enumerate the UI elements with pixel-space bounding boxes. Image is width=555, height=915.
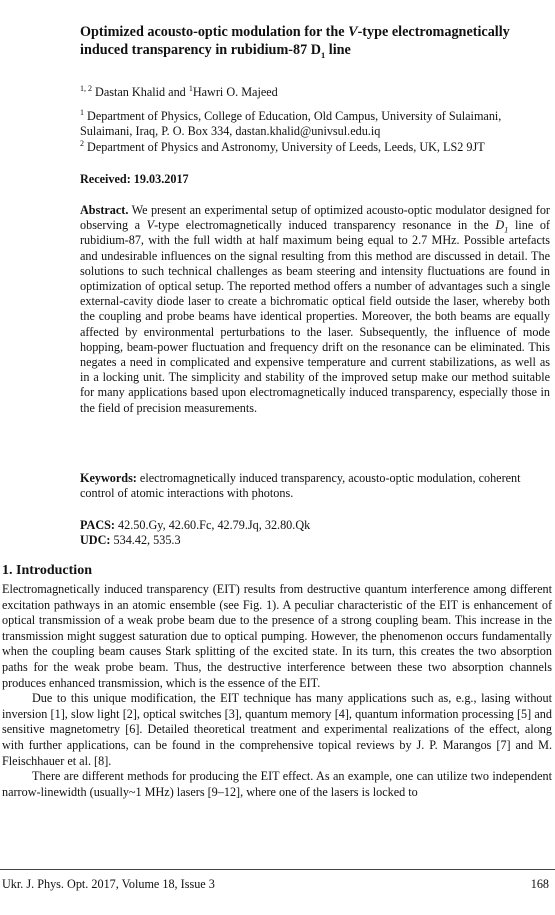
classification-codes	[80, 518, 550, 548]
paragraph-1: Electromagnetically induced transparency (EIT) results from destructive quantum interference among different excitation pathways in an atomic ensemble (see Fig. 1). A peculiar characteristic of the EIT is enhancement of optical transmission of a weak probe beam due to the presence of a strong coupling beam. This increase in the transmission might suggest saturation due to optical pumping. However, the phenomenon occurs fundamentally when the coupling beam causes Stark splitting of the excited state. In its turn, this creates the two absorption paths for the weak probe beam. Thus, the destructive interference between these two absorption channels produces enhanced transmission, which is the essence of the EIT.	[2, 582, 552, 690]
udc-codes: UDC: 534.42, 535.3	[80, 533, 181, 547]
abstract: Abstract. We present an experimental setup of optimized acousto-optic modulator designed for observing a V-type electromagnetically induced transparency resonance in the $D_1$ line of rubidium-87, with the full width at half maximum being equal to 2.7 MHz. Possible artefacts and undesirable influences on the signal resulting from this method are discussed in detail. The solutions to such technical challenges as beam steering and intensity fluctuations are found in optimization of optical setup. The reported method offers a number of advantages such a single external-cavity diode laser to create a bichromatic optical field outside the laser, whereby both the coupling and probe beams have identical properties. Moreover, the both beams are equally affected by environmental perturbations to the laser. Subsequently, the influence of mode hopping, beam-power fluctuation and frequency drift on the resonance can be eliminated. This negates a need in complicated and expensive temperature and current stabilizations, as well as in a locking unit. The simplicity and stability of the improved setup make our method suitable for many applications based upon electromagnetically induced transparency, especially those in the field of precision measurements.	[80, 203, 550, 415]
pacs-codes: PACS: 42.50.Gy, 42.60.Fc, 42.79.Jq, 32.80.Qk	[80, 518, 311, 532]
abstract-label: Abstract.	[80, 203, 129, 217]
body-text	[2, 582, 552, 800]
paragraph-3: There are different methods for producing the EIT effect. As an example, one can utilize two independent narrow-linewidth (usually~1 MHz) lasers [9–12], where one of the lasers is locked to	[2, 769, 552, 799]
received-date: Received: 19.03.2017	[80, 172, 189, 186]
affiliations	[80, 109, 550, 155]
paragraph-2: Due to this unique modification, the EIT technique has many applications such as, e.g., lasing without inversion [1], slow light [2], optical switches [3], quantum memory [4], quantum information processing [5] and sensitive magnetometry [6]. Detailed theoretical treatment and experimental realizations of the effect, along with further applications, can be found in the comprehensive topical reviews by J. P. Marangos [7] and M. Fleischhauer et al. [8].	[2, 691, 552, 768]
paper-title: Optimized acousto-optic modulation for the V-type electromagnetically induced transparency in rubidium-87 $D_1$ line	[80, 24, 510, 60]
page-number: 168	[530, 877, 549, 891]
footer-divider	[0, 869, 555, 870]
affiliation-1: $^1$ Department of Physics, College of Education, Old Campus, University of Sulaimani, Sulaimani, Iraq, P. O. Box 334, dastan.khalid@univsul.edu.iq	[80, 107, 502, 139]
author-list: $^{1, 2}$ Dastan Khalid and $^1$Hawri O. Majeed	[80, 83, 278, 99]
journal-reference: Ukr. J. Phys. Opt. 2017, Volume 18, Issue 3	[2, 877, 215, 891]
affiliation-2: $^2$ Department of Physics and Astronomy, University of Leeds, Leeds, UK, LS2 9JT	[80, 138, 485, 154]
section-heading: 1. Introduction	[2, 563, 92, 578]
keywords: Keywords: electromagnetically induced transparency, acousto-optic modulation, coherent control of atomic interactions with photons.	[80, 471, 521, 501]
